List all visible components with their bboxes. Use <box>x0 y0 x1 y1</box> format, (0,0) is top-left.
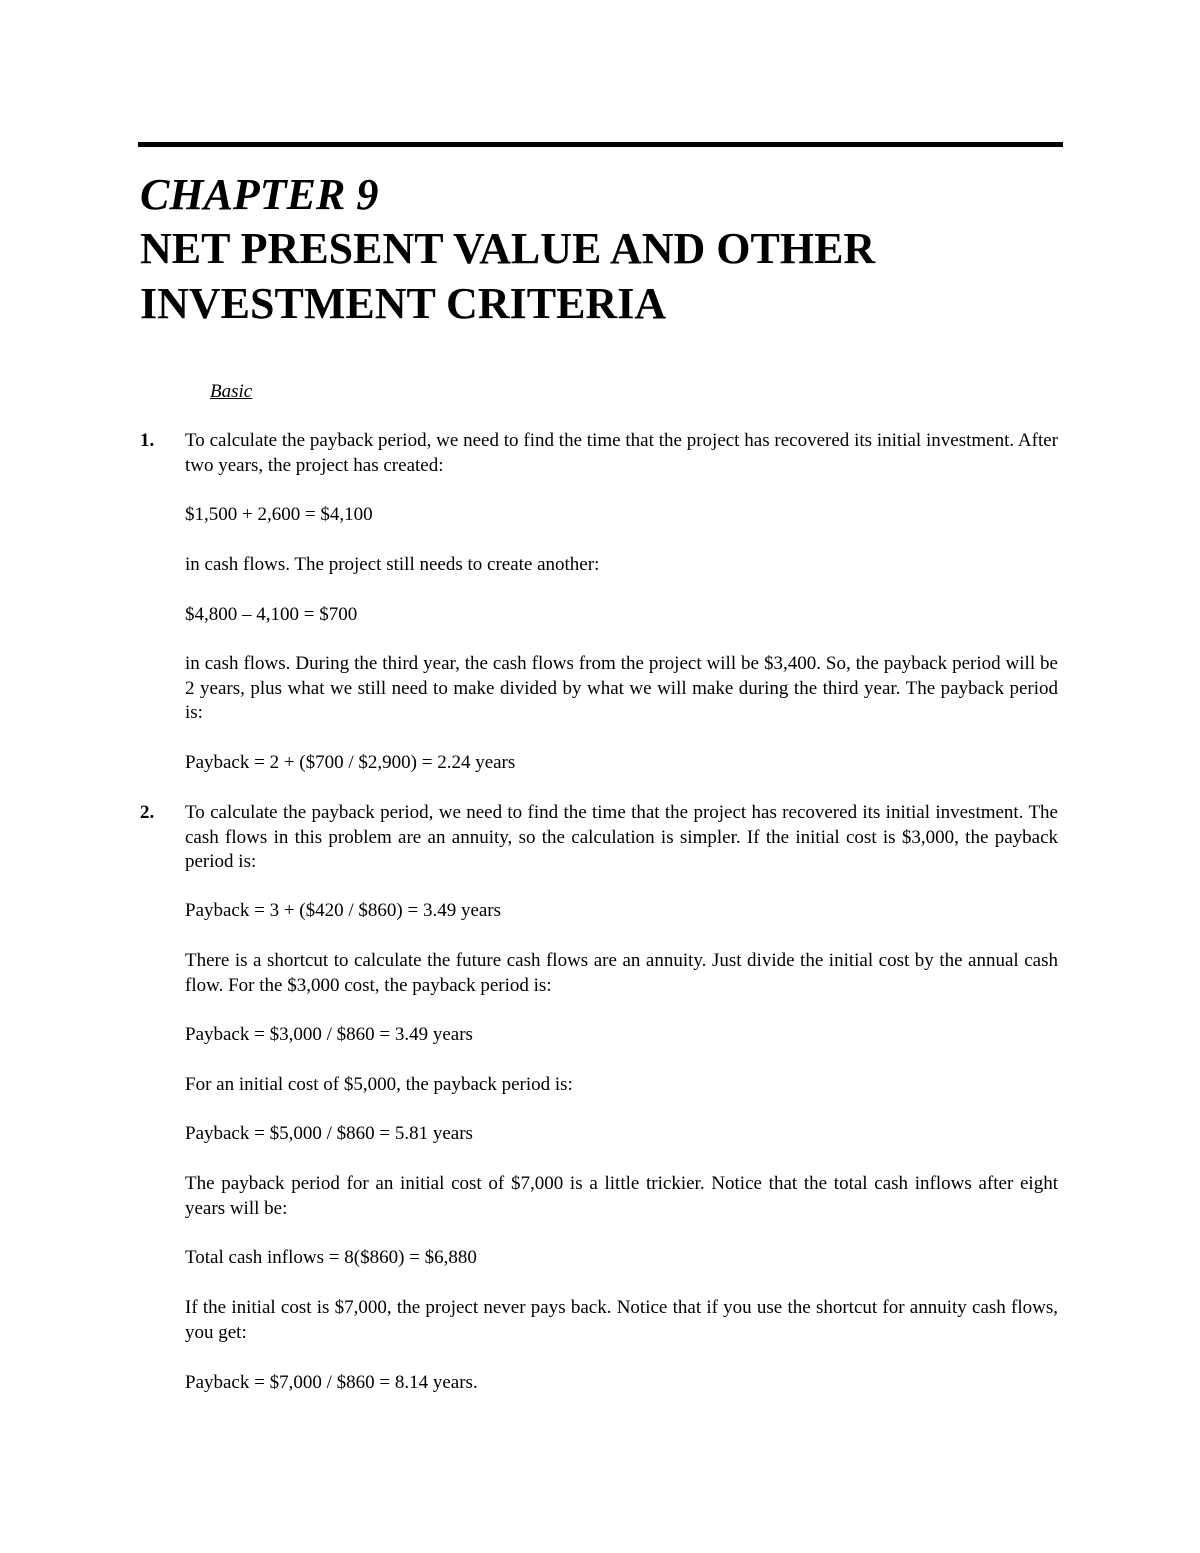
problem-1-paragraph: To calculate the payback period, we need to find the time that the project has recovered its initial investment. After two years, the project has created: <box>185 430 1058 476</box>
section-heading: Basic <box>210 381 253 402</box>
problem-1-payback-equation: Payback = 2 + ($700 / $2,900) = 2.24 years <box>185 752 516 773</box>
problem-1-paragraph: in cash flows. The project still needs to create another: <box>185 554 600 575</box>
problem-2-equation: Payback = $3,000 / $860 = 3.49 years <box>185 1024 473 1045</box>
problem-1-paragraph: in cash flows. During the third year, the cash flows from the project will be $3,400. So, the payback period will be 2 years, plus what we still need to make divided by what we will make during the third year. The payback period is: <box>185 653 1058 723</box>
problem-2-equation: Payback = $5,000 / $860 = 5.81 years <box>185 1123 473 1144</box>
problem-2-paragraph: There is a shortcut to calculate the future cash flows are an annuity. Just divide the initial cost by the annual cash flow. For the $3,000 cost, the payback period is: <box>185 950 1058 996</box>
chapter-top-rule <box>138 142 1063 147</box>
problem-2-paragraph: The payback period for an initial cost of $7,000 is a little trickier. Notice that the total cash inflows after eight years will be: <box>185 1173 1058 1219</box>
problem-1-equation: $1,500 + 2,600 = $4,100 <box>185 504 373 525</box>
problem-2-equation: Total cash inflows = 8($860) = $6,880 <box>185 1247 477 1268</box>
problem-2-equation: Payback = 3 + ($420 / $860) = 3.49 years <box>185 900 502 921</box>
problem-2-equation: Payback = $7,000 / $860 = 8.14 years. <box>185 1372 478 1393</box>
problem-2-paragraph: To calculate the payback period, we need to find the time that the project has recovered its initial investment. The cash flows in this problem are an annuity, so the calculation is simpler. If the initial cost is $3,000, the payback period is: <box>185 802 1058 872</box>
chapter-number: CHAPTER 9 <box>140 170 379 219</box>
problem-2-number: 2. <box>140 802 155 823</box>
chapter-title-line-1: NET PRESENT VALUE AND OTHER <box>140 224 876 273</box>
problem-1-equation: $4,800 – 4,100 = $700 <box>185 604 358 625</box>
problem-1-number: 1. <box>140 430 155 451</box>
problem-2-paragraph: For an initial cost of $5,000, the payback period is: <box>185 1074 573 1095</box>
chapter-title-line-2: INVESTMENT CRITERIA <box>140 279 667 328</box>
problem-2-paragraph: If the initial cost is $7,000, the project never pays back. Notice that if you use the shortcut for annuity cash flows, you get: <box>185 1297 1058 1343</box>
